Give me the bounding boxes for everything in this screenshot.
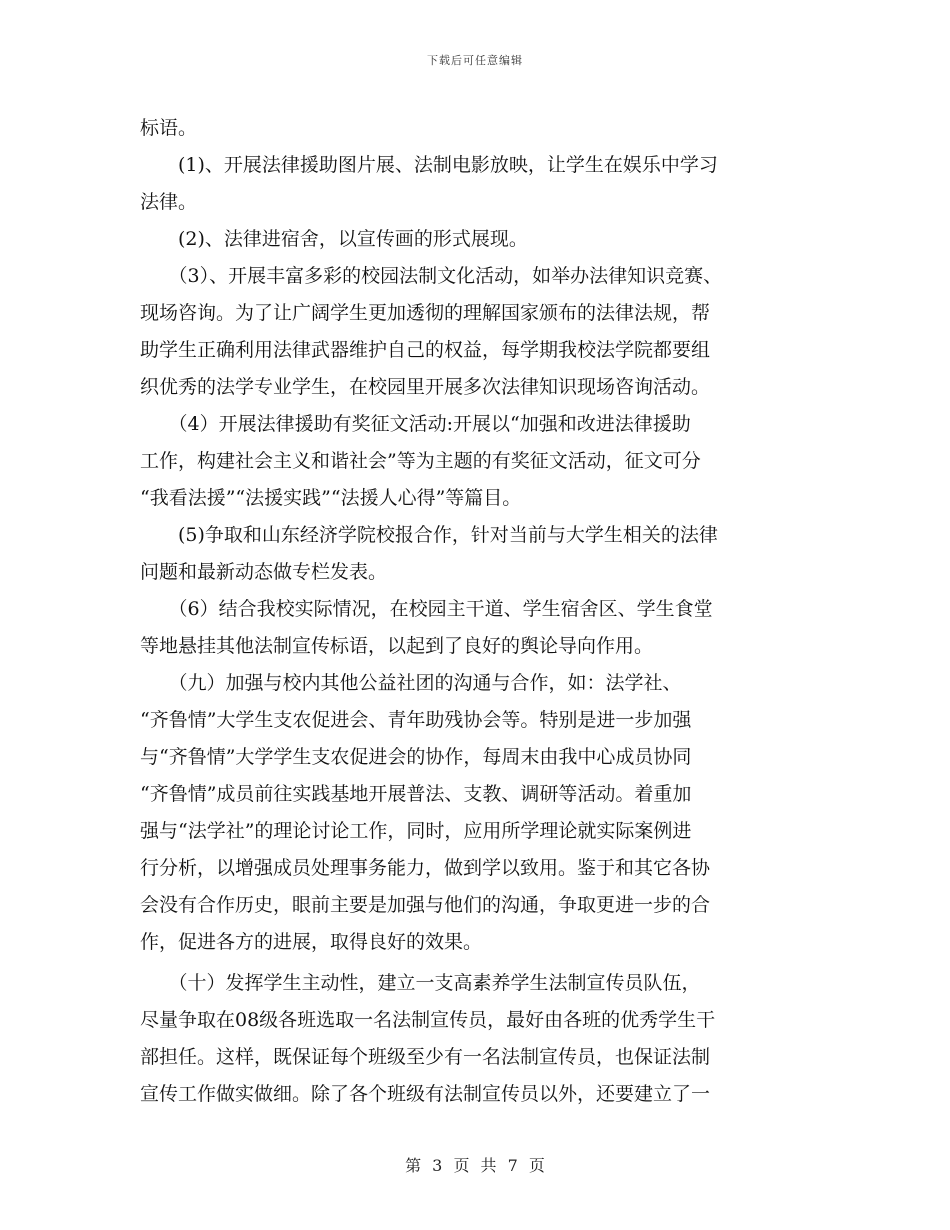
text-line: 宣传工作做实做细。除了各个班级有法制宣传员以外，还要建立了一 [140, 1083, 711, 1105]
text-line: 等地悬挂其他法制宣传标语，以起到了良好的舆论导向作用。 [140, 635, 654, 657]
text-line: 强与“法学社”的理论讨论工作，同时，应用所学理论就实际案例进 [140, 820, 692, 842]
text-line: “齐鲁情”成员前往实践基地开展普法、支教、调研等活动。着重加 [140, 783, 692, 805]
text-line: “我看法援”“法援实践”“法援人心得”等篇目。 [140, 487, 522, 509]
text-line: 助学生正确利用法律武器维护自己的权益，每学期我校法学院都要组 [140, 339, 711, 361]
text-line: 部担任。这样，既保证每个班级至少有一名法制宣传员，也保证法制 [140, 1046, 711, 1068]
page-header: 下载后可任意编辑 [427, 54, 523, 67]
text-line: 尽量争取在08级各班选取一名法制宣传员，最好由各班的优秀学生干 [140, 1009, 716, 1031]
text-line: （十）发挥学生主动性，建立一支高素养学生法制宣传员队伍， [140, 972, 701, 994]
text-line: （6）结合我校实际情况，在校园主干道、学生宿舍区、学生食堂 [140, 598, 713, 620]
text-line: 现场咨询。为了让广阔学生更加透彻的理解国家颁布的法律法规，帮 [140, 302, 711, 324]
text-line: （4）开展法律援助有奖征文活动:开展以“加强和改进法律援助 [140, 413, 691, 435]
text-line: 工作，构建社会主义和谐社会”等为主题的有奖征文活动，征文可分 [140, 450, 701, 472]
document-body [140, 110, 810, 1113]
text-line: 行分析，以增强成员处理事务能力，做到学以致用。鉴于和其它各协 [140, 857, 711, 879]
text-line: “齐鲁情”大学生支农促进会、青年助残协会等。特别是进一步加强 [140, 709, 692, 731]
text-line: (1)、开展法律援助图片展、法制电影放映，让学生在娱乐中学习 [140, 154, 718, 176]
text-line: 与“齐鲁情”大学学生支农促进会的协作，每周末由我中心成员协同 [140, 746, 692, 768]
text-line: （3）、开展丰富多彩的校园法制文化活动，如举办法律知识竞赛、 [140, 265, 723, 287]
text-line: (2)、法律进宿舍，以宣传画的形式展现。 [140, 228, 528, 250]
text-line: (5)争取和山东经济学院校报合作，针对当前与大学生相关的法律 [140, 524, 718, 546]
page-number: 第 3 页 共 7 页 [405, 1156, 545, 1175]
text-line: 作，促进各方的进展，取得良好的效果。 [140, 931, 483, 953]
text-line: 标语。 [140, 117, 198, 139]
text-line: 法律。 [140, 191, 198, 213]
text-line: 问题和最新动态做专栏发表。 [140, 561, 388, 583]
text-line: 织优秀的法学专业学生，在校园里开展多次法律知识现场咨询活动。 [140, 376, 711, 398]
text-line: （九）加强与校内其他公益社团的沟通与合作，如：法学社、 [140, 672, 682, 694]
text-line: 会没有合作历史，眼前主要是加强与他们的沟通，争取更进一步的合 [140, 894, 711, 916]
